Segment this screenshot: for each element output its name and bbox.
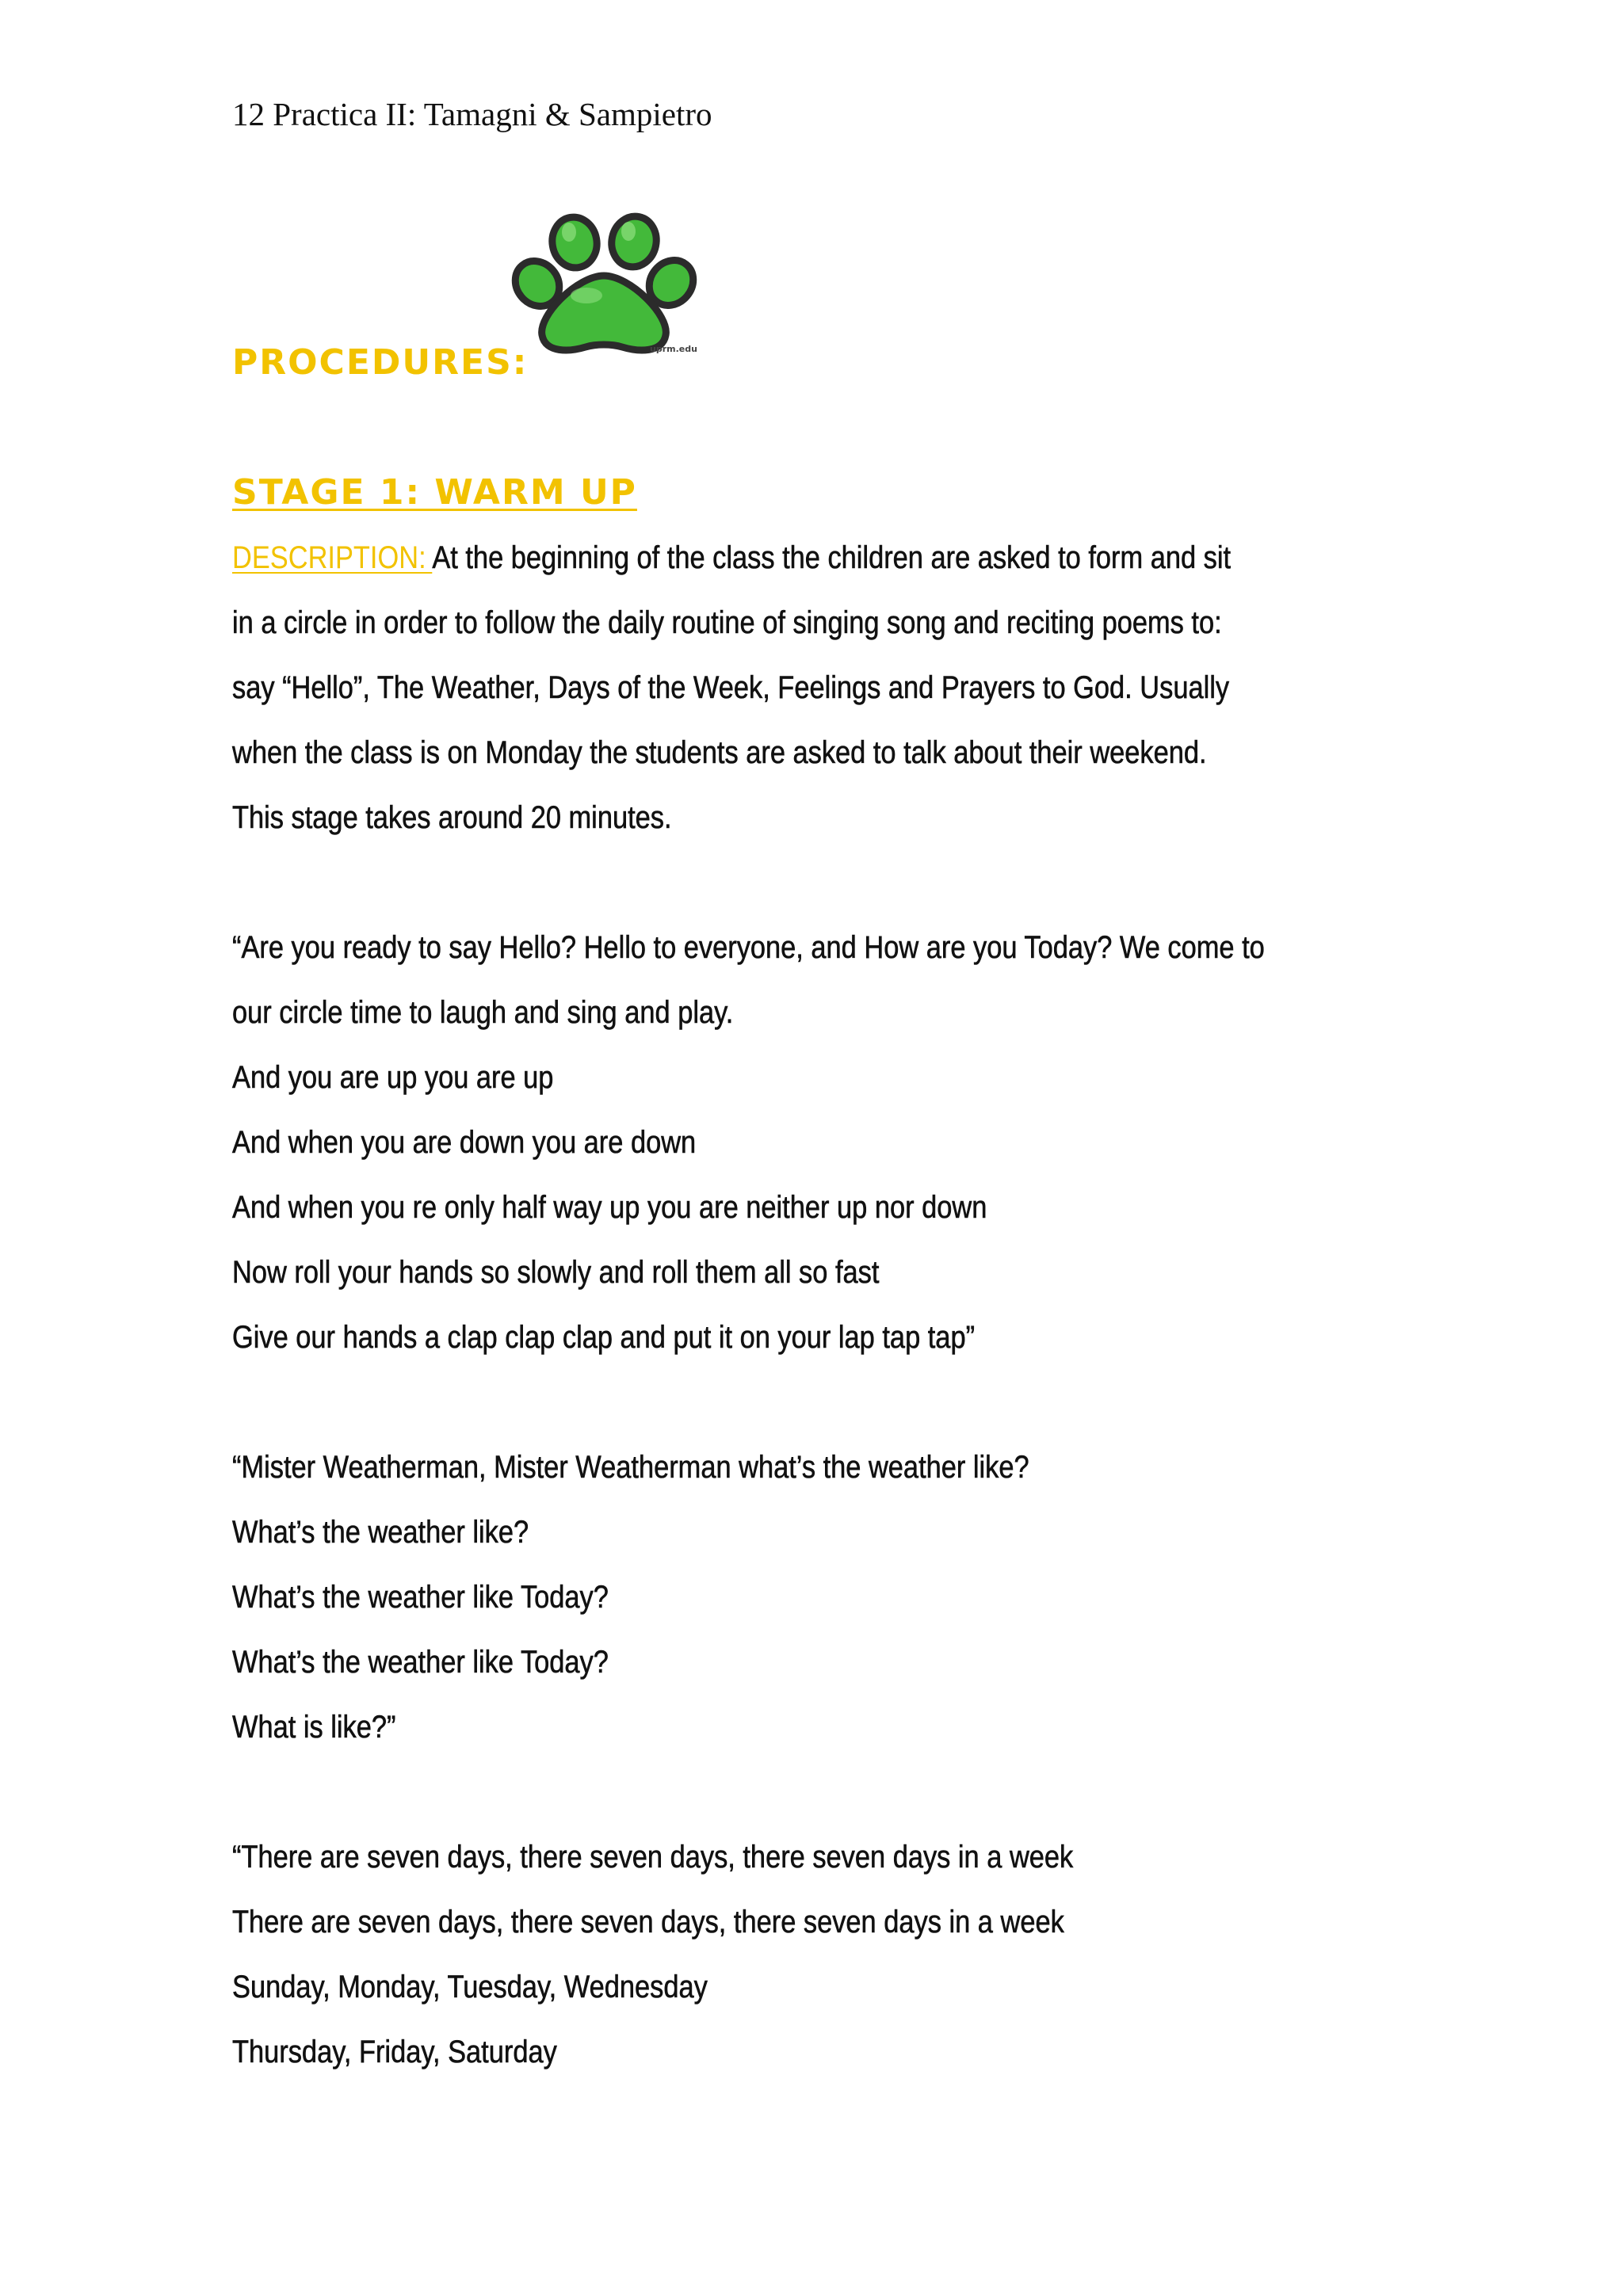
stage-heading: STAGE 1: WARM UP [232,472,637,513]
description-label: DESCRIPTION: [232,540,433,575]
description-line: This stage takes around 20 minutes. [232,800,672,835]
hello-song-line: Give our hands a clap clap clap and put it on your lap tap tap” [232,1320,976,1355]
days-song-line: Thursday, Friday, Saturday [232,2035,557,2069]
days-song-line: Sunday, Monday, Tuesday, Wednesday [232,1970,708,2004]
hello-song-line: And when you are down you are down [232,1125,697,1160]
weather-song-line: “Mister Weatherman, Mister Weatherman what’s the weather like? [232,1450,1029,1485]
page-header: 12 Practica II: Tamagni & Sampietro [232,96,712,132]
hello-song-line: And when you re only half way up you are neither up nor down [232,1190,987,1225]
logo-caption: uprm.edu [650,344,697,354]
procedures-heading: PROCEDURES: [232,342,529,383]
description-text: At the beginning of the class the children are asked to form and sit [432,540,1232,575]
paw-print-icon [507,196,713,363]
hello-song-line: “Are you ready to say Hello? Hello to everyone, and How are you Today? We come to [232,930,1265,965]
hello-song-line: And you are up you are up [232,1060,554,1095]
hello-song-line: Now roll your hands so slowly and roll them all so fast [232,1255,880,1290]
weather-song-line: What is like?” [232,1710,396,1745]
weather-song-line: What’s the weather like Today? [232,1580,609,1615]
days-song-line: “There are seven days, there seven days, there seven days in a week [232,1840,1074,1875]
description-line: say “Hello”, The Weather, Days of the Week, Feelings and Prayers to God. Usually [232,670,1230,705]
description-line: in a circle in order to follow the daily routine of singing song and reciting poems to: [232,605,1222,640]
description-first-line [232,540,1231,576]
weather-song-line: What’s the weather like? [232,1515,529,1550]
hello-song-line: our circle time to laugh and sing and play. [232,995,734,1030]
weather-song-line: What’s the weather like Today? [232,1645,609,1680]
days-song-line: There are seven days, there seven days, there seven days in a week [232,1905,1064,1939]
description-line: when the class is on Monday the students are asked to talk about their weekend. [232,735,1207,770]
